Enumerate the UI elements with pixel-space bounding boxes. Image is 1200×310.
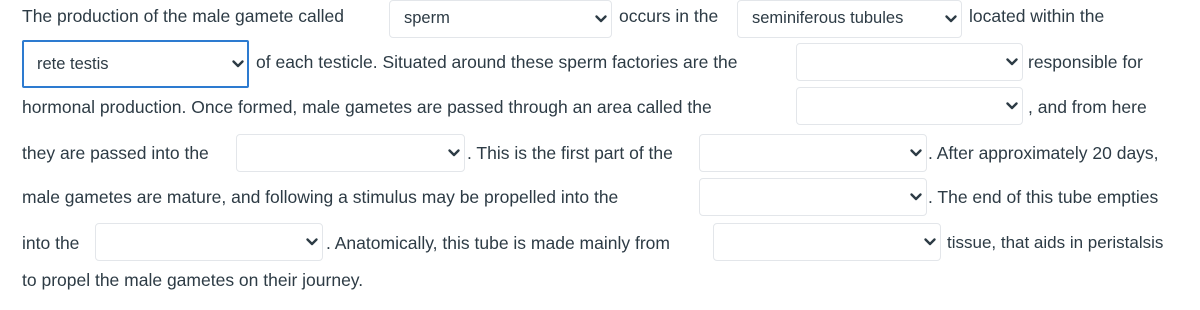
question-text: into the bbox=[22, 233, 80, 253]
blank-dropdown-8[interactable] bbox=[699, 178, 927, 216]
question-text: , and from here bbox=[1028, 97, 1147, 117]
chevron-down-icon bbox=[305, 235, 319, 249]
blank-dropdown-7[interactable] bbox=[699, 134, 927, 172]
question-text: occurs in the bbox=[619, 6, 719, 26]
question-text: tissue, that aids in peristalsis bbox=[947, 233, 1164, 252]
blank-dropdown-5[interactable] bbox=[796, 87, 1023, 125]
dropdown-selected-value: seminiferous tubules bbox=[752, 9, 904, 27]
chevron-down-icon bbox=[1005, 55, 1019, 69]
blank-dropdown-6[interactable] bbox=[236, 134, 465, 172]
question-text: . Anatomically, this tube is made mainly from bbox=[326, 233, 670, 253]
question-text: hormonal production. Once formed, male gametes are passed through an area called the bbox=[22, 97, 712, 117]
question-text: located within the bbox=[969, 6, 1105, 26]
question-text: . This is the first part of the bbox=[467, 143, 673, 163]
blank-dropdown-4[interactable] bbox=[796, 43, 1023, 81]
chevron-down-icon bbox=[231, 57, 245, 71]
chevron-down-icon bbox=[923, 235, 937, 249]
question-text: . After approximately 20 days, bbox=[928, 143, 1159, 163]
chevron-down-icon bbox=[944, 12, 958, 26]
chevron-down-icon bbox=[909, 146, 923, 160]
question-text: responsible for bbox=[1028, 52, 1143, 72]
dropdown-selected-value: sperm bbox=[404, 9, 450, 27]
blank-dropdown-2[interactable] bbox=[737, 0, 962, 38]
chevron-down-icon bbox=[594, 12, 608, 26]
question-text: male gametes are mature, and following a stimulus may be propelled into the bbox=[22, 187, 619, 207]
blank-dropdown-9[interactable] bbox=[95, 223, 323, 261]
blank-dropdown-3[interactable] bbox=[22, 40, 249, 88]
chevron-down-icon bbox=[1005, 99, 1019, 113]
question-text: . The end of this tube empties bbox=[928, 187, 1159, 207]
question-text: The production of the male gamete called bbox=[22, 6, 344, 26]
question-text: to propel the male gametes on their journey. bbox=[22, 270, 364, 290]
question-text: they are passed into the bbox=[22, 143, 209, 163]
dropdown-selected-value: rete testis bbox=[37, 55, 109, 73]
blank-dropdown-1[interactable] bbox=[389, 0, 612, 38]
chevron-down-icon bbox=[447, 146, 461, 160]
chevron-down-icon bbox=[909, 190, 923, 204]
blank-dropdown-10[interactable] bbox=[713, 223, 941, 261]
question-text: of each testicle. Situated around these sperm factories are the bbox=[256, 52, 738, 72]
